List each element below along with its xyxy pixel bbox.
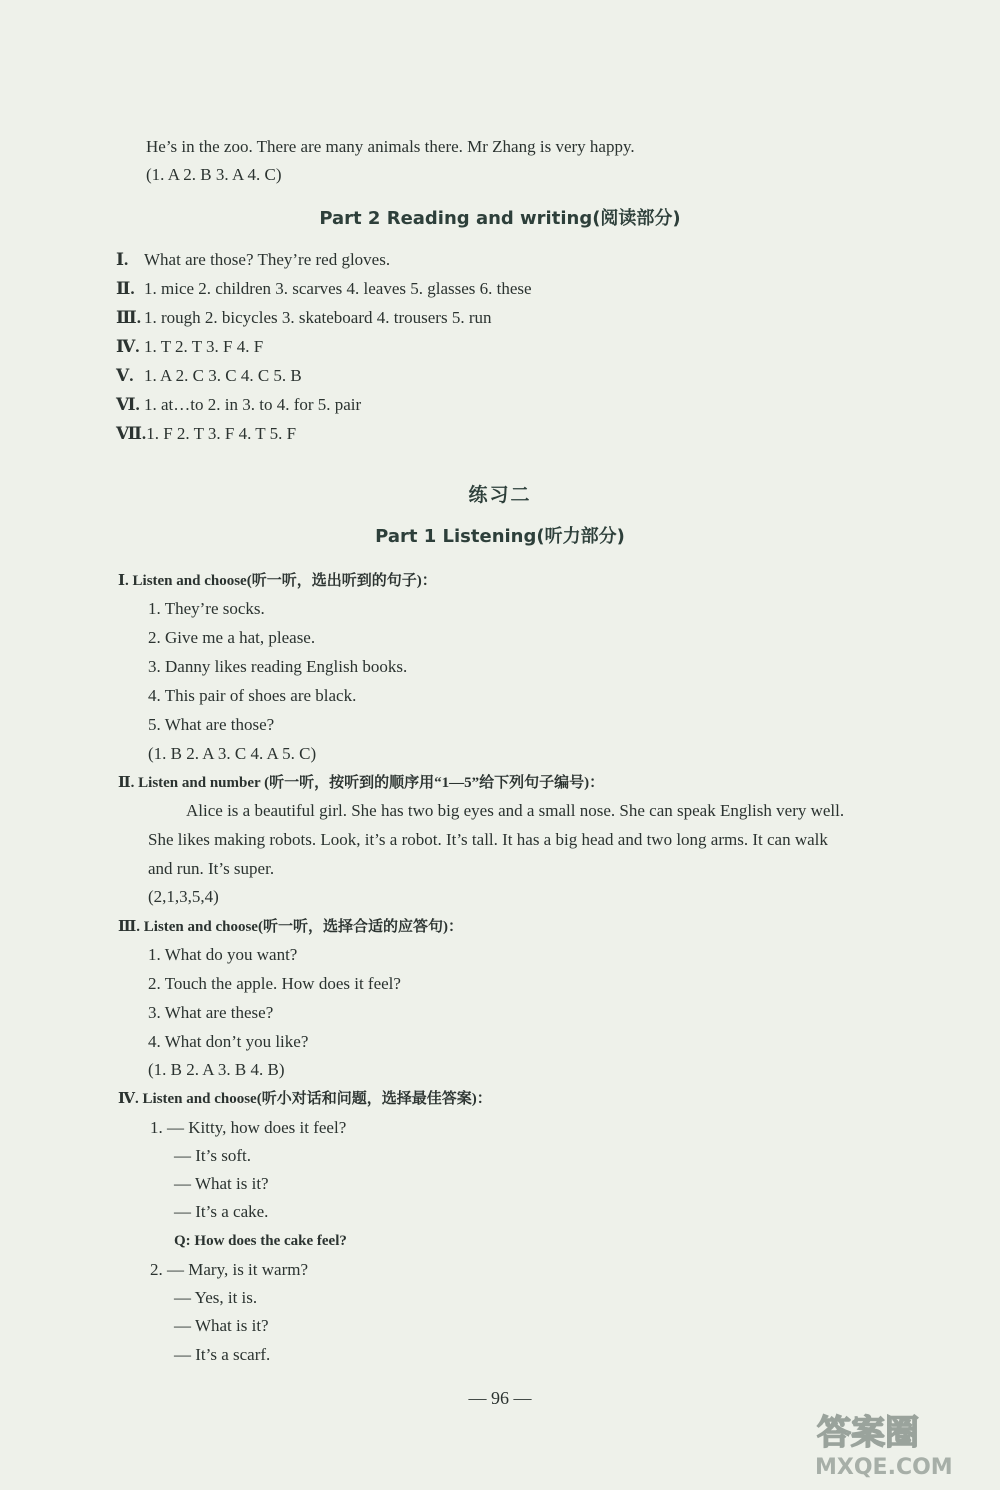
dialog-line: 1. — Kitty, how does it feel?: [150, 1118, 347, 1137]
item-text: What are those? They’re red gloves.: [144, 250, 391, 269]
part2-item-6: [116, 394, 361, 416]
question-line: Q: How does the cake feel?: [174, 1233, 347, 1249]
section-1-line: 5. What are those?: [148, 715, 275, 734]
section-2-para-line: and run. It’s super.: [148, 859, 275, 878]
item-text: 1. rough 2. bicycles 3. skateboard 4. trousers 5. run: [144, 308, 492, 327]
roman-numeral: Ⅴ.: [116, 366, 134, 385]
section-2-para-line: Alice is a beautiful girl. She has two big eyes and a small nose. She can speak English very well.: [186, 801, 845, 820]
dialog-line: — It’s a scarf.: [174, 1345, 271, 1364]
section-3-line: 2. Touch the apple. How does it feel?: [148, 974, 401, 993]
section-1-title: Ⅰ. Listen and choose(听一听，选出听到的句子)：: [118, 573, 437, 589]
item-text: 1. F 2. T 3. F 4. T 5. F: [146, 424, 297, 443]
watermark-logo: [807, 1400, 982, 1480]
dialog-line: 2. — Mary, is it warm?: [150, 1260, 309, 1279]
dialog-line: — What is it?: [174, 1174, 269, 1193]
section-1-line: 3. Danny likes reading English books.: [148, 657, 408, 676]
roman-numeral: Ⅵ.: [116, 395, 140, 414]
roman-numeral: Ⅰ.: [116, 250, 129, 269]
section-1-line: 1. They’re socks.: [148, 599, 265, 618]
part2-heading: Part 2 Reading and writing(阅读部分): [319, 208, 681, 229]
section-3-title: Ⅲ. Listen and choose(听一听，选择合适的应答句)：: [118, 919, 463, 935]
story-line: He’s in the zoo. There are many animals there. Mr Zhang is very happy.: [146, 137, 635, 156]
section-2-para-line: She likes making robots. Look, it’s a robot. It’s tall. It has a big head and two long arms. It can walk: [148, 830, 828, 849]
part2-item-4: [116, 336, 263, 358]
watermark-url: MXQE.COM: [815, 1455, 953, 1480]
roman-numeral: Ⅳ.: [116, 337, 140, 356]
item-text: 1. A 2. C 3. C 4. C 5. B: [144, 366, 302, 385]
roman-numeral: Ⅶ.: [116, 424, 147, 443]
section-2-title: Ⅱ. Listen and number (听一听，按听到的顺序用“1—5”给下列句子编号)：: [118, 775, 605, 791]
section-1-line: 4. This pair of shoes are black.: [148, 686, 357, 705]
dialog-line: — It’s soft.: [174, 1146, 251, 1165]
answer-key: (1. A 2. B 3. A 4. C): [146, 165, 282, 184]
section-3-answers: (1. B 2. A 3. B 4. B): [148, 1060, 285, 1079]
part2-item-7: [116, 423, 296, 445]
section-2-answers: (2,1,3,5,4): [148, 887, 219, 906]
dialog-line: — What is it?: [174, 1316, 269, 1335]
exercise-title: 练习二: [468, 484, 532, 506]
section-1-line: 2. Give me a hat, please.: [148, 628, 316, 647]
watermark-logo-text: 答案圈: [817, 1413, 919, 1453]
part1-heading: Part 1 Listening(听力部分): [375, 526, 625, 547]
roman-numeral: Ⅱ.: [116, 279, 135, 298]
part2-item-5: [116, 365, 302, 387]
dialog-line: — Yes, it is.: [174, 1288, 258, 1307]
page-number: — 96 —: [468, 1388, 532, 1408]
section-4-title: Ⅳ. Listen and choose(听小对话和问题，选择最佳答案)：: [118, 1091, 492, 1107]
dialog-line: — It’s a cake.: [174, 1202, 269, 1221]
item-text: 1. at…to 2. in 3. to 4. for 5. pair: [144, 395, 362, 414]
item-text: 1. T 2. T 3. F 4. F: [144, 337, 264, 356]
item-text: 1. mice 2. children 3. scarves 4. leaves 5. glasses 6. these: [144, 279, 532, 298]
section-1-answers: (1. B 2. A 3. C 4. A 5. C): [148, 744, 317, 763]
roman-numeral: Ⅲ.: [116, 308, 141, 327]
part2-item-3: [116, 307, 491, 329]
part2-item-2: [116, 278, 532, 300]
part2-item-1: [116, 249, 390, 271]
section-3-line: 3. What are these?: [148, 1003, 274, 1022]
section-3-line: 4. What don’t you like?: [148, 1032, 309, 1051]
section-3-line: 1. What do you want?: [148, 945, 298, 964]
